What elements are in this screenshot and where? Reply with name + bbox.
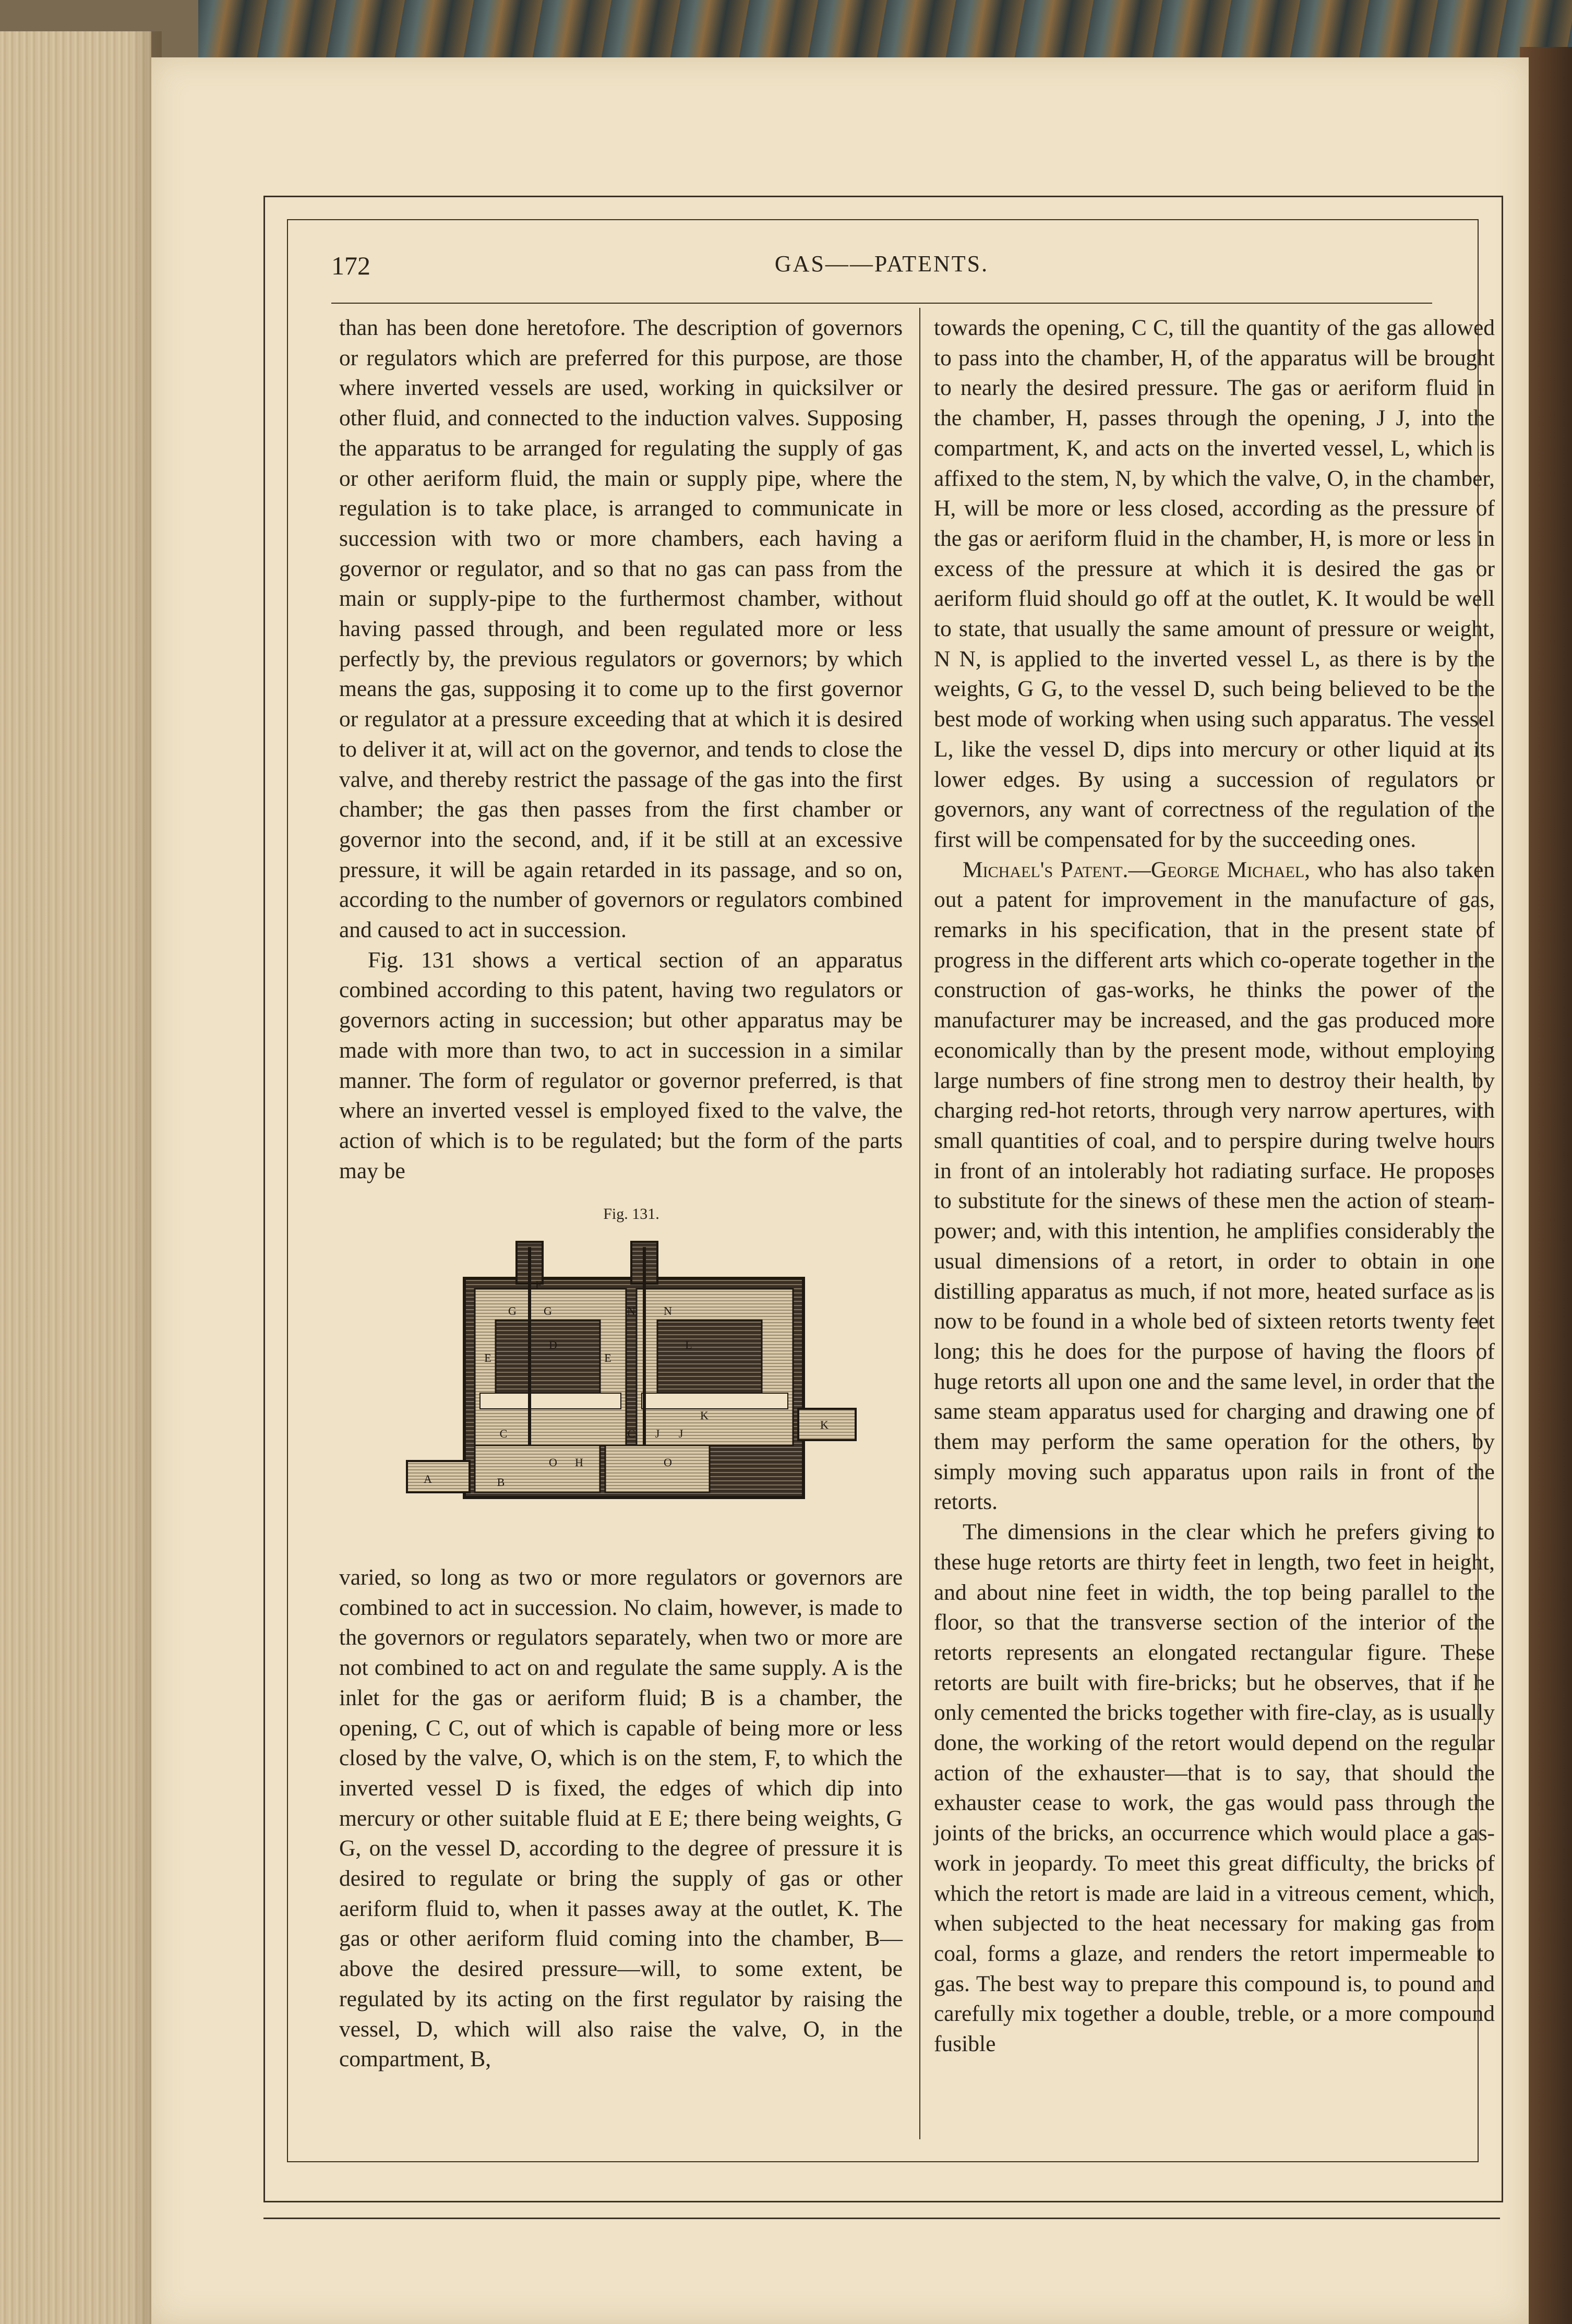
figure-131	[397, 1205, 866, 1560]
paragraph: towards the opening, C C, till the quantity of the gas allowed to pass into the chamber, H, of the apparatus will be brought to nearly the desired pressure. The gas or aeriform fluid in the chamber, H, passes through the opening, J J, into the compartment, K, and acts on the inverted vessel, L, which is affixed to the stem, N, by which the valve, O, in the chamber, H, will be more or less closed, according as the pressure of the gas or aeriform fluid in the chamber, H, is more or less in excess of the pressure at which it is desired the gas or aeriform fluid should go off at the outlet, K. It would be well to state, that usually the same amount of pressure or weight, N N, is applied to the inverted vessel L, as there is by the weights, G G, to the vessel D, such being believed to be the best mode of working when using such apparatus. The vessel L, like the vessel D, dips into mercury or other liquid at its lower edges. By using a succession of regulators or governors, any want of correctness of the regulation of the first will be compensated for by the succeeding ones.	[934, 315, 1495, 852]
book-cover-top	[198, 0, 1572, 57]
column-divider	[919, 308, 920, 2139]
running-header	[331, 250, 1432, 313]
figure-caption: Fig. 131.	[603, 1205, 659, 1223]
label-K: K	[820, 1418, 829, 1431]
label-G: G	[508, 1304, 517, 1317]
running-title: GAS——PATENTS.	[774, 251, 989, 277]
label-A: A	[424, 1472, 432, 1486]
page-number: 172	[331, 251, 370, 280]
label-O: O	[549, 1456, 557, 1469]
label-H: H	[575, 1456, 583, 1469]
label-B: B	[497, 1476, 505, 1489]
left-column-top	[339, 313, 903, 1186]
paragraph-body: who has also taken out a patent for improvement in the manufacture of gas, remarks in his specification, that in the present state of progress in the different arts which co-operate together in the construction of gas-works, he thinks the power of the manufacturer may be increased, and the gas produced more economically than by the present mode, without employing large numbers of fine strong men to destroy their health, by charging red-hot retorts, through very narrow apertures, with small quantities of coal, and to perspire during twelve hours in front of an intolerably hot radiating surface. He proposes to substitute for the sinews of these men the action of steam-power; and, with this intention, he amplifies considerably the usual dimensions of a retort, in order to obtain in one distilling apparatus as much, if not more, heated surface as is now to be found in a whole bed of sixteen retorts twenty feet long; this he does for the purpose of having the floors of huge retorts all upon one and the same level, in order that the same steam apparatus used for charging and drawing one of them may perform the same operation for the others, by simply moving such apparatus upon rails in front of the retorts.	[934, 857, 1495, 1515]
label-L: L	[685, 1338, 692, 1351]
header-rule	[331, 303, 1432, 304]
label-O: O	[664, 1456, 672, 1469]
paragraph: varied, so long as two or more regulators or governors are combined to act in succession. No claim, however, is made to the governors or regulators separately, when two or more are not combined to act on and regulate the same supply. A is the inlet for the gas or aeriform fluid; B is a chamber, the opening, C C, out of which is capable of being more or less closed by the valve, O, which is on the stem, F, to which the inverted vessel D is fixed, the edges of which dip into mercury or other suitable fluid at E E; there being weights, G G, on the vessel D, according to the degree of pressure it is desired to regulate or bring the supply of gas or other aeriform fluid to, when it passes away at the outlet, K. The gas or other aeriform fluid coming into the chamber, B—above the desired pressure—will, to some extent, be regulated by its acting on the first regulator by raising the vessel, D, which will also raise the valve, O, in the compartment, B,	[339, 1565, 903, 2072]
paragraph: Fig. 131 shows a vertical section of an apparatus combined according to this patent, having two regulators or governors acting in succession; but other apparatus may be made with more than two, to act in succession in a similar manner. The form of regulator or governor preferred, is that where an inverted vessel is employed fixed to the valve, the action of which is to be regulated; but the form of the parts may be	[339, 947, 903, 1183]
label-N: N	[627, 1304, 635, 1317]
paragraph: than has been done heretofore. The description of governors or regulators which are preferred for this purpose, are those where inverted vessels are used, working in quicksilver or other fluid, and connected to the induction valves. Supposing the apparatus to be arranged for regulating the supply of gas or other aeriform fluid, the main or supply pipe, where the regulation is to take place, is arranged to communicate in succession with two or more chambers, each having a governor or regulator, and so that no gas can pass from the main or supply-pipe to the furthermost chamber, without having passed through, and been regulated more or less perfectly by, the previous regulators or governors; by which means the gas, supposing it to come up to the first governor or regulator at a pressure exceeding that at which it is desired to deliver it at, will act on the governor, and tends to close the valve, and thereby restrict the passage of the gas into the first chamber; the gas then passes from the first chamber or governor into the second, and, if it be still at an excessive pressure, it will be again retarded in its passage, and so on, according to the number of governors or regulators combined and caused to act in succession.	[339, 315, 903, 943]
label-G: G	[544, 1304, 552, 1317]
section-heading: Michael's Patent.—George Michael,	[963, 857, 1311, 882]
right-column	[934, 313, 1495, 2059]
label-E: E	[484, 1351, 491, 1364]
label-C: C	[627, 1427, 635, 1440]
book-page	[151, 57, 1529, 2324]
regulator-section-diagram	[397, 1237, 866, 1550]
label-K: K	[700, 1409, 709, 1422]
book-page-edges	[0, 31, 151, 2324]
page-bottom-rule	[263, 2218, 1500, 2219]
label-J: J	[678, 1427, 683, 1440]
label-N: N	[664, 1304, 672, 1317]
label-C: C	[499, 1427, 508, 1440]
paragraph: The dimensions in the clear which he prefers giving to these huge retorts are thirty feet in length, two feet in height, and about nine feet in width, the top being parallel to the floor, so that the transverse section of the interior of the retorts represents an elongated rectangular figure. These retorts are built with fire-bricks; but he observes, that if he only cemented the bricks together with fire-clay, as is usually done, the working of the retort would depend on the regular action of the exhauster—that is to say, that should the exhauster cease to work, the gas would pass through the joints of the bricks, an occurrence which would place a gas-work in jeopardy. To meet this great difficulty, the bricks of which the retort is made are laid in a vitreous cement, which, when subjected to the heat necessary for making gas from coal, forms a glaze, and renders the retort impermeable to gas. The best way to prepare this compound is, to pound and carefully mix together a double, treble, or a more compound fusible	[934, 1519, 1495, 2057]
left-column-bottom	[339, 1563, 903, 2075]
label-E: E	[604, 1351, 611, 1364]
paragraph-michaels-patent	[934, 855, 1495, 1517]
label-F: F	[535, 1278, 542, 1291]
label-D: D	[549, 1338, 557, 1351]
label-J: J	[655, 1427, 660, 1440]
